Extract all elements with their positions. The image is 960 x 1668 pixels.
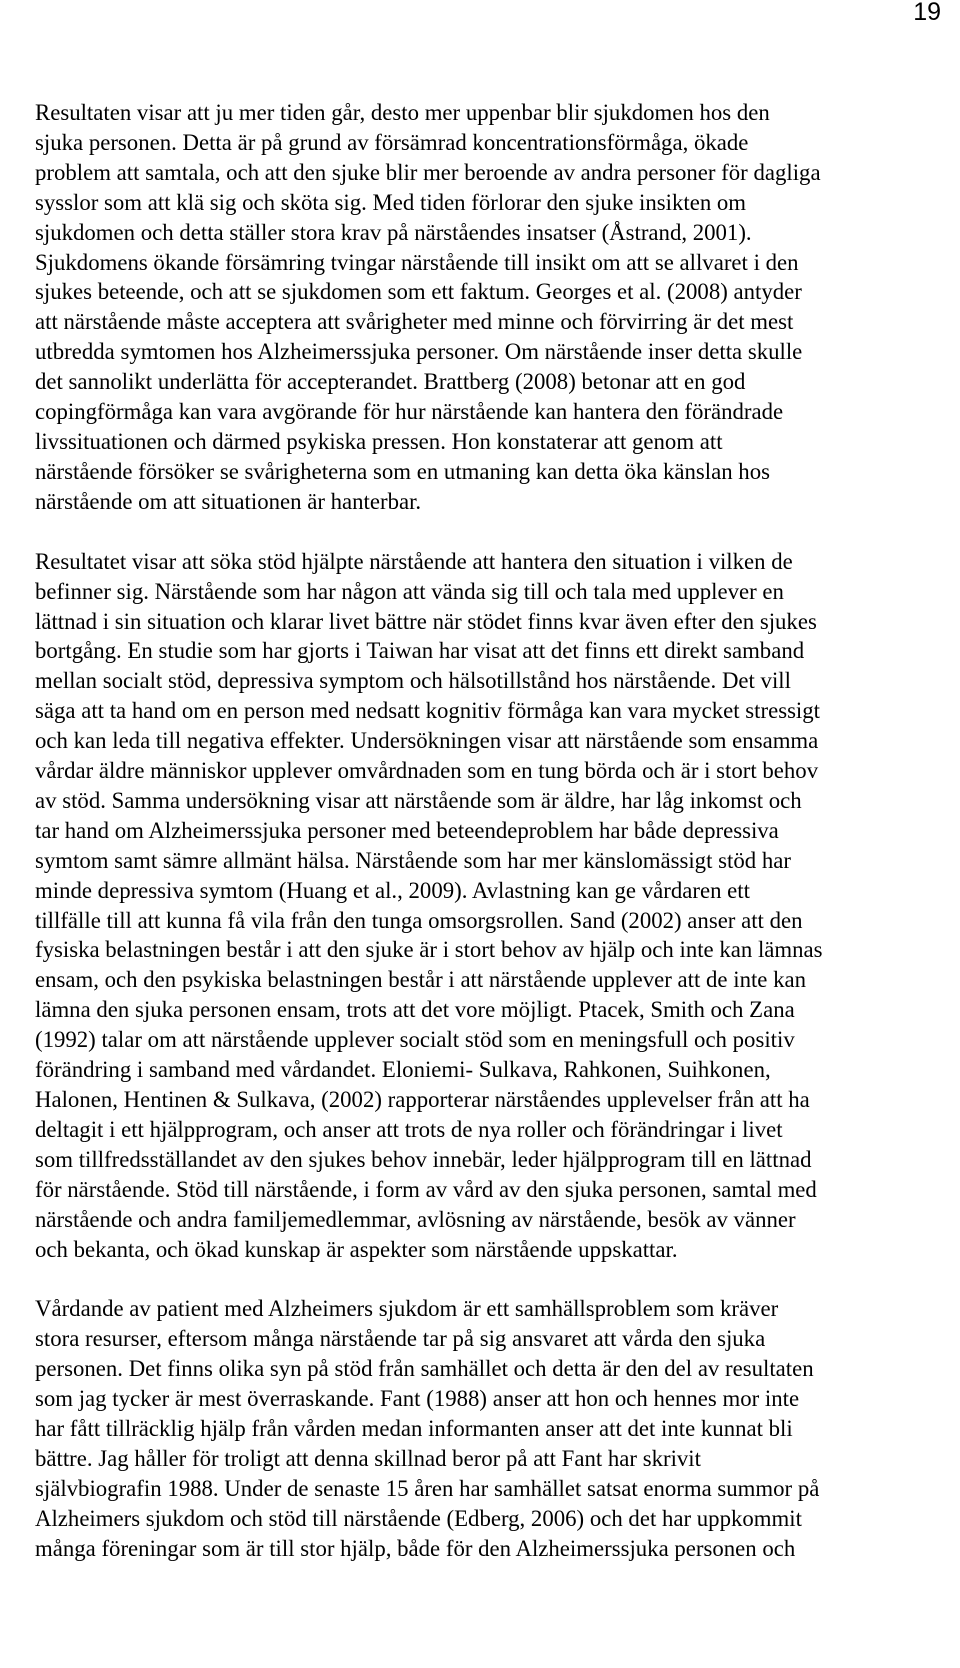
paragraph	[35, 547, 941, 1265]
text-line: befinner sig. Närstående som har någon att vända sig till och tala med upplever en	[35, 578, 784, 604]
text-line: copingförmåga kan vara avgörande för hur närstående kan hantera den förändrade	[35, 399, 784, 425]
text-line: Alzheimers sjukdom och stöd till närstående (Edberg, 2006) och det har uppkommit	[35, 1505, 802, 1531]
text-line: fysiska belastningen består i att den sjuke är i stort behov av hjälp och inte kan lämnas	[35, 937, 823, 963]
text-line: många föreningar som är till stor hjälp, både för den Alzheimerssjuka personen och	[35, 1535, 796, 1561]
text-line: tar hand om Alzheimerssjuka personer med beteendeproblem har både depressiva	[35, 817, 779, 843]
text-line: och kan leda till negativa effekter. Undersökningen visar att närstående som ensamma	[35, 728, 819, 754]
paragraph-gap	[35, 517, 941, 547]
text-line: närstående om att situationen är hanterbar.	[35, 488, 422, 514]
text-line: närstående och andra familjemedlemmar, avlösning av närstående, besök av vänner	[35, 1206, 796, 1232]
text-line: deltagit i ett hjälpprogram, och anser att trots de nya roller och förändringar i livet	[35, 1116, 783, 1142]
body-text	[35, 98, 941, 1564]
text-line: ensam, och den psykiska belastningen består i att närstående upplever att de inte kan	[35, 967, 807, 993]
text-line: som tillfredsställandet av den sjukes behov innebär, leder hjälpprogram till en lättnad	[35, 1146, 812, 1172]
text-line: vårdar äldre människor upplever omvårdnaden som en tung börda och är i stort behov	[35, 758, 819, 784]
paragraph-gap	[35, 1264, 941, 1294]
text-line: säga att ta hand om en person med nedsatt kognitiv förmåga kan vara mycket stressigt	[35, 698, 821, 724]
text-line: Resultatet visar att söka stöd hjälpte närstående att hantera den situation i vilken de	[35, 548, 793, 574]
text-line: det sannolikt underlätta för accepterandet. Brattberg (2008) betonar att en god	[35, 369, 746, 395]
text-line: självbiografin 1988. Under de senaste 15 åren har samhället satsat enorma summor på	[35, 1475, 820, 1501]
text-line: som jag tycker är mest överraskande. Fant (1988) anser att hon och hennes mor inte	[35, 1386, 800, 1412]
text-line: minde depressiva symtom (Huang et al., 2009). Avlastning kan ge vårdaren ett	[35, 877, 750, 903]
text-line: sjuka personen. Detta är på grund av försämrad koncentrationsförmåga, ökade	[35, 129, 749, 155]
text-line: Halonen, Hentinen & Sulkava, (2002) rapporterar närståendes upplevelser från att ha	[35, 1087, 810, 1112]
text-line: (1992) talar om att närstående upplever socialt stöd som en meningsfull och positiv	[35, 1027, 795, 1053]
text-line: för närstående. Stöd till närstående, i form av vård av den sjuka personen, samtal med	[35, 1176, 817, 1202]
text-line: närstående försöker se svårigheterna som en utmaning kan detta öka känslan hos	[35, 458, 770, 484]
text-line: att närstående måste acceptera att svårigheter med minne och förvirring är det mest	[35, 309, 794, 335]
text-line: av stöd. Samma undersökning visar att närstående som är äldre, har låg inkomst och	[35, 787, 802, 813]
text-line: Sjukdomens ökande försämring tvingar närstående till insikt om att se allvaret i den	[35, 249, 799, 275]
text-line: Resultaten visar att ju mer tiden går, desto mer uppenbar blir sjukdomen hos den	[35, 100, 770, 125]
text-line: lättnad i sin situation och klarar livet bättre när stödet finns kvar även efter den sjukes	[35, 608, 817, 634]
paragraph	[35, 98, 941, 517]
text-line: symtom samt sämre allmänt hälsa. Närstående som har mer känslomässigt stöd har	[35, 847, 791, 873]
text-line: sysslor som att klä sig och sköta sig. Med tiden förlorar den sjuke insikten om	[35, 189, 747, 215]
text-line: bättre. Jag håller för troligt att denna skillnad beror på att Fant har skrivit	[35, 1445, 701, 1471]
text-line: stora resurser, eftersom många närstående tar på sig ansvaret att vårda den sjuka	[35, 1326, 766, 1352]
text-line: Vårdande av patient med Alzheimers sjukdom är ett samhällsproblem som kräver	[35, 1296, 779, 1322]
text-line: problem att samtala, och att den sjuke blir mer beroende av andra personer för dagliga	[35, 159, 821, 185]
text-line: personen. Det finns olika syn på stöd från samhället och detta är den del av resultaten	[35, 1356, 814, 1382]
text-line: förändring i samband med vårdandet. Eloniemi- Sulkava, Rahkonen, Suihkonen,	[35, 1057, 771, 1083]
text-line: har fått tillräcklig hjälp från vården medan informanten anser att det inte kunnat bli	[35, 1416, 793, 1442]
text-line: lämna den sjuka personen ensam, trots att det vore möjligt. Ptacek, Smith och Zana	[35, 997, 795, 1023]
text-line: sjukdomen och detta ställer stora krav på närståendes insatser (Åstrand, 2001).	[35, 219, 752, 245]
page-number: 19	[913, 0, 941, 26]
text-line: mellan socialt stöd, depressiva symptom och hälsotillstånd hos närstående. Det vill	[35, 668, 791, 694]
text-line: bortgång. En studie som har gjorts i Taiwan har visat att det finns ett direkt samband	[35, 638, 805, 664]
text-line: sjukes beteende, och att se sjukdomen som ett faktum. Georges et al. (2008) antyder	[35, 279, 802, 305]
paragraph	[35, 1294, 941, 1563]
text-line: och bekanta, och ökad kunskap är aspekter som närstående uppskattar.	[35, 1236, 678, 1262]
text-line: livssituationen och därmed psykiska pressen. Hon konstaterar att genom att	[35, 428, 723, 454]
text-line: utbredda symtomen hos Alzheimerssjuka personer. Om närstående inser detta skulle	[35, 339, 803, 365]
text-line: tillfälle till att kunna få vila från den tunga omsorgsrollen. Sand (2002) anser att den	[35, 907, 803, 933]
